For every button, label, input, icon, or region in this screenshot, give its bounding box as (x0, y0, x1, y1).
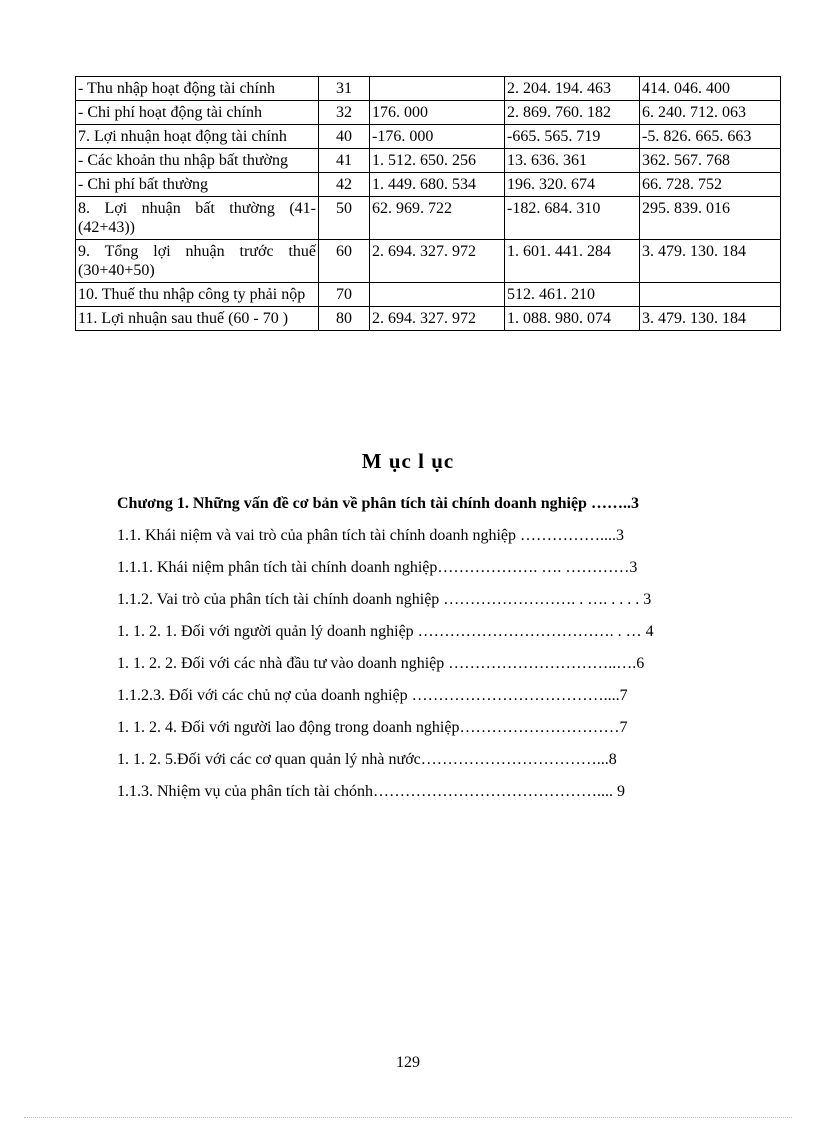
toc-entry[interactable]: 1.1.3. Nhiệm vụ của phân tích tài chónh…………………………………….... 9 (117, 783, 625, 800)
toc-entry[interactable]: 1. 1. 2. 5.Đối với các cơ quan quản lý nhà nước……………………………...8 (117, 751, 617, 768)
toc-entry[interactable]: 1.1.2. Vai trò của phân tích tài chính doanh nghiệp ……………………. . …. . . . . 3 (117, 591, 652, 608)
value-col-2: 512. 461. 210 (505, 283, 640, 307)
value-col-1: 1. 449. 680. 534 (370, 173, 505, 197)
row-label: - Thu nhập hoạt động tài chính (76, 77, 319, 101)
value-col-3: 6. 240. 712. 063 (640, 101, 781, 125)
page-number: 129 (396, 1054, 420, 1071)
toc-entry[interactable]: Chương 1. Những vấn đề cơ bản về phân tích tài chính doanh nghiệp ……..3 (117, 495, 639, 512)
value-col-1: 62. 969. 722 (370, 197, 505, 240)
value-col-1 (370, 283, 505, 307)
row-code: 40 (319, 125, 370, 149)
row-code: 70 (319, 283, 370, 307)
value-col-2: 2. 869. 760. 182 (505, 101, 640, 125)
value-col-3 (640, 283, 781, 307)
toc-entry[interactable]: 1. 1. 2. 2. Đối với các nhà đầu tư vào doanh nghiệp …………………………..….6 (117, 655, 645, 672)
row-code: 31 (319, 77, 370, 101)
value-col-3: 66. 728. 752 (640, 173, 781, 197)
table-row (76, 149, 781, 173)
value-col-3: 295. 839. 016 (640, 197, 781, 240)
value-col-1 (370, 77, 505, 101)
row-code: 32 (319, 101, 370, 125)
value-col-3: 3. 479. 130. 184 (640, 240, 781, 283)
table-row (76, 173, 781, 197)
toc-entry[interactable]: 1.1. Khái niệm và vai trò của phân tích tài chính doanh nghiệp ……………....3 (117, 527, 624, 544)
table-row (76, 125, 781, 149)
toc-entry[interactable]: 1.1.1. Khái niệm phân tích tài chính doanh nghiệp………………. …. …………3 (117, 559, 638, 576)
value-col-2: -182. 684. 310 (505, 197, 640, 240)
row-label: - Chi phí bất thường (76, 173, 319, 197)
table-row (76, 101, 781, 125)
value-col-2: 196. 320. 674 (505, 173, 640, 197)
row-code: 80 (319, 307, 370, 331)
toc-entry[interactable]: 1.1.2.3. Đối với các chủ nợ của doanh nghiệp ………………………………....7 (117, 687, 628, 704)
row-label: - Chi phí hoạt động tài chính (76, 101, 319, 125)
table-row (76, 240, 781, 283)
value-col-1: -176. 000 (370, 125, 505, 149)
value-col-1: 2. 694. 327. 972 (370, 307, 505, 331)
row-label: 11. Lợi nhuận sau thuế (60 - 70 ) (76, 307, 319, 331)
value-col-3: 362. 567. 768 (640, 149, 781, 173)
value-col-2: 1. 601. 441. 284 (505, 240, 640, 283)
value-col-1: 176. 000 (370, 101, 505, 125)
toc-entry[interactable]: 1. 1. 2. 1. Đối với người quản lý doanh nghiệp ………………………………. . … 4 (117, 623, 654, 640)
row-code: 41 (319, 149, 370, 173)
value-col-1: 1. 512. 650. 256 (370, 149, 505, 173)
table-row (76, 283, 781, 307)
value-col-3: -5. 826. 665. 663 (640, 125, 781, 149)
value-col-3: 3. 479. 130. 184 (640, 307, 781, 331)
table-row (76, 307, 781, 331)
table-row (76, 77, 781, 101)
row-label: 8. Lợi nhuận bất thường (41-(42+43)) (76, 197, 319, 240)
income-statement-table (75, 76, 781, 331)
row-code: 60 (319, 240, 370, 283)
row-label: 10. Thuế thu nhập công ty phải nộp (76, 283, 319, 307)
table-of-contents (117, 488, 738, 808)
row-label: 9. Tổng lợi nhuận trước thuế (30+40+50) (76, 240, 319, 283)
row-code: 42 (319, 173, 370, 197)
toc-entry[interactable]: 1. 1. 2. 4. Đối với người lao động trong doanh nghiệp…………………………7 (117, 719, 628, 736)
row-label: - Các khoản thu nhập bất thường (76, 149, 319, 173)
value-col-2: 13. 636. 361 (505, 149, 640, 173)
value-col-2: -665. 565. 719 (505, 125, 640, 149)
table-body (76, 77, 781, 331)
value-col-2: 1. 088. 980. 074 (505, 307, 640, 331)
table-row (76, 197, 781, 240)
toc-title: M ục l ục (361, 449, 455, 473)
value-col-2: 2. 204. 194. 463 (505, 77, 640, 101)
value-col-1: 2. 694. 327. 972 (370, 240, 505, 283)
row-code: 50 (319, 197, 370, 240)
value-col-3: 414. 046. 400 (640, 77, 781, 101)
row-label: 7. Lợi nhuận hoạt động tài chính (76, 125, 319, 149)
page-bottom-rule (24, 1117, 792, 1118)
